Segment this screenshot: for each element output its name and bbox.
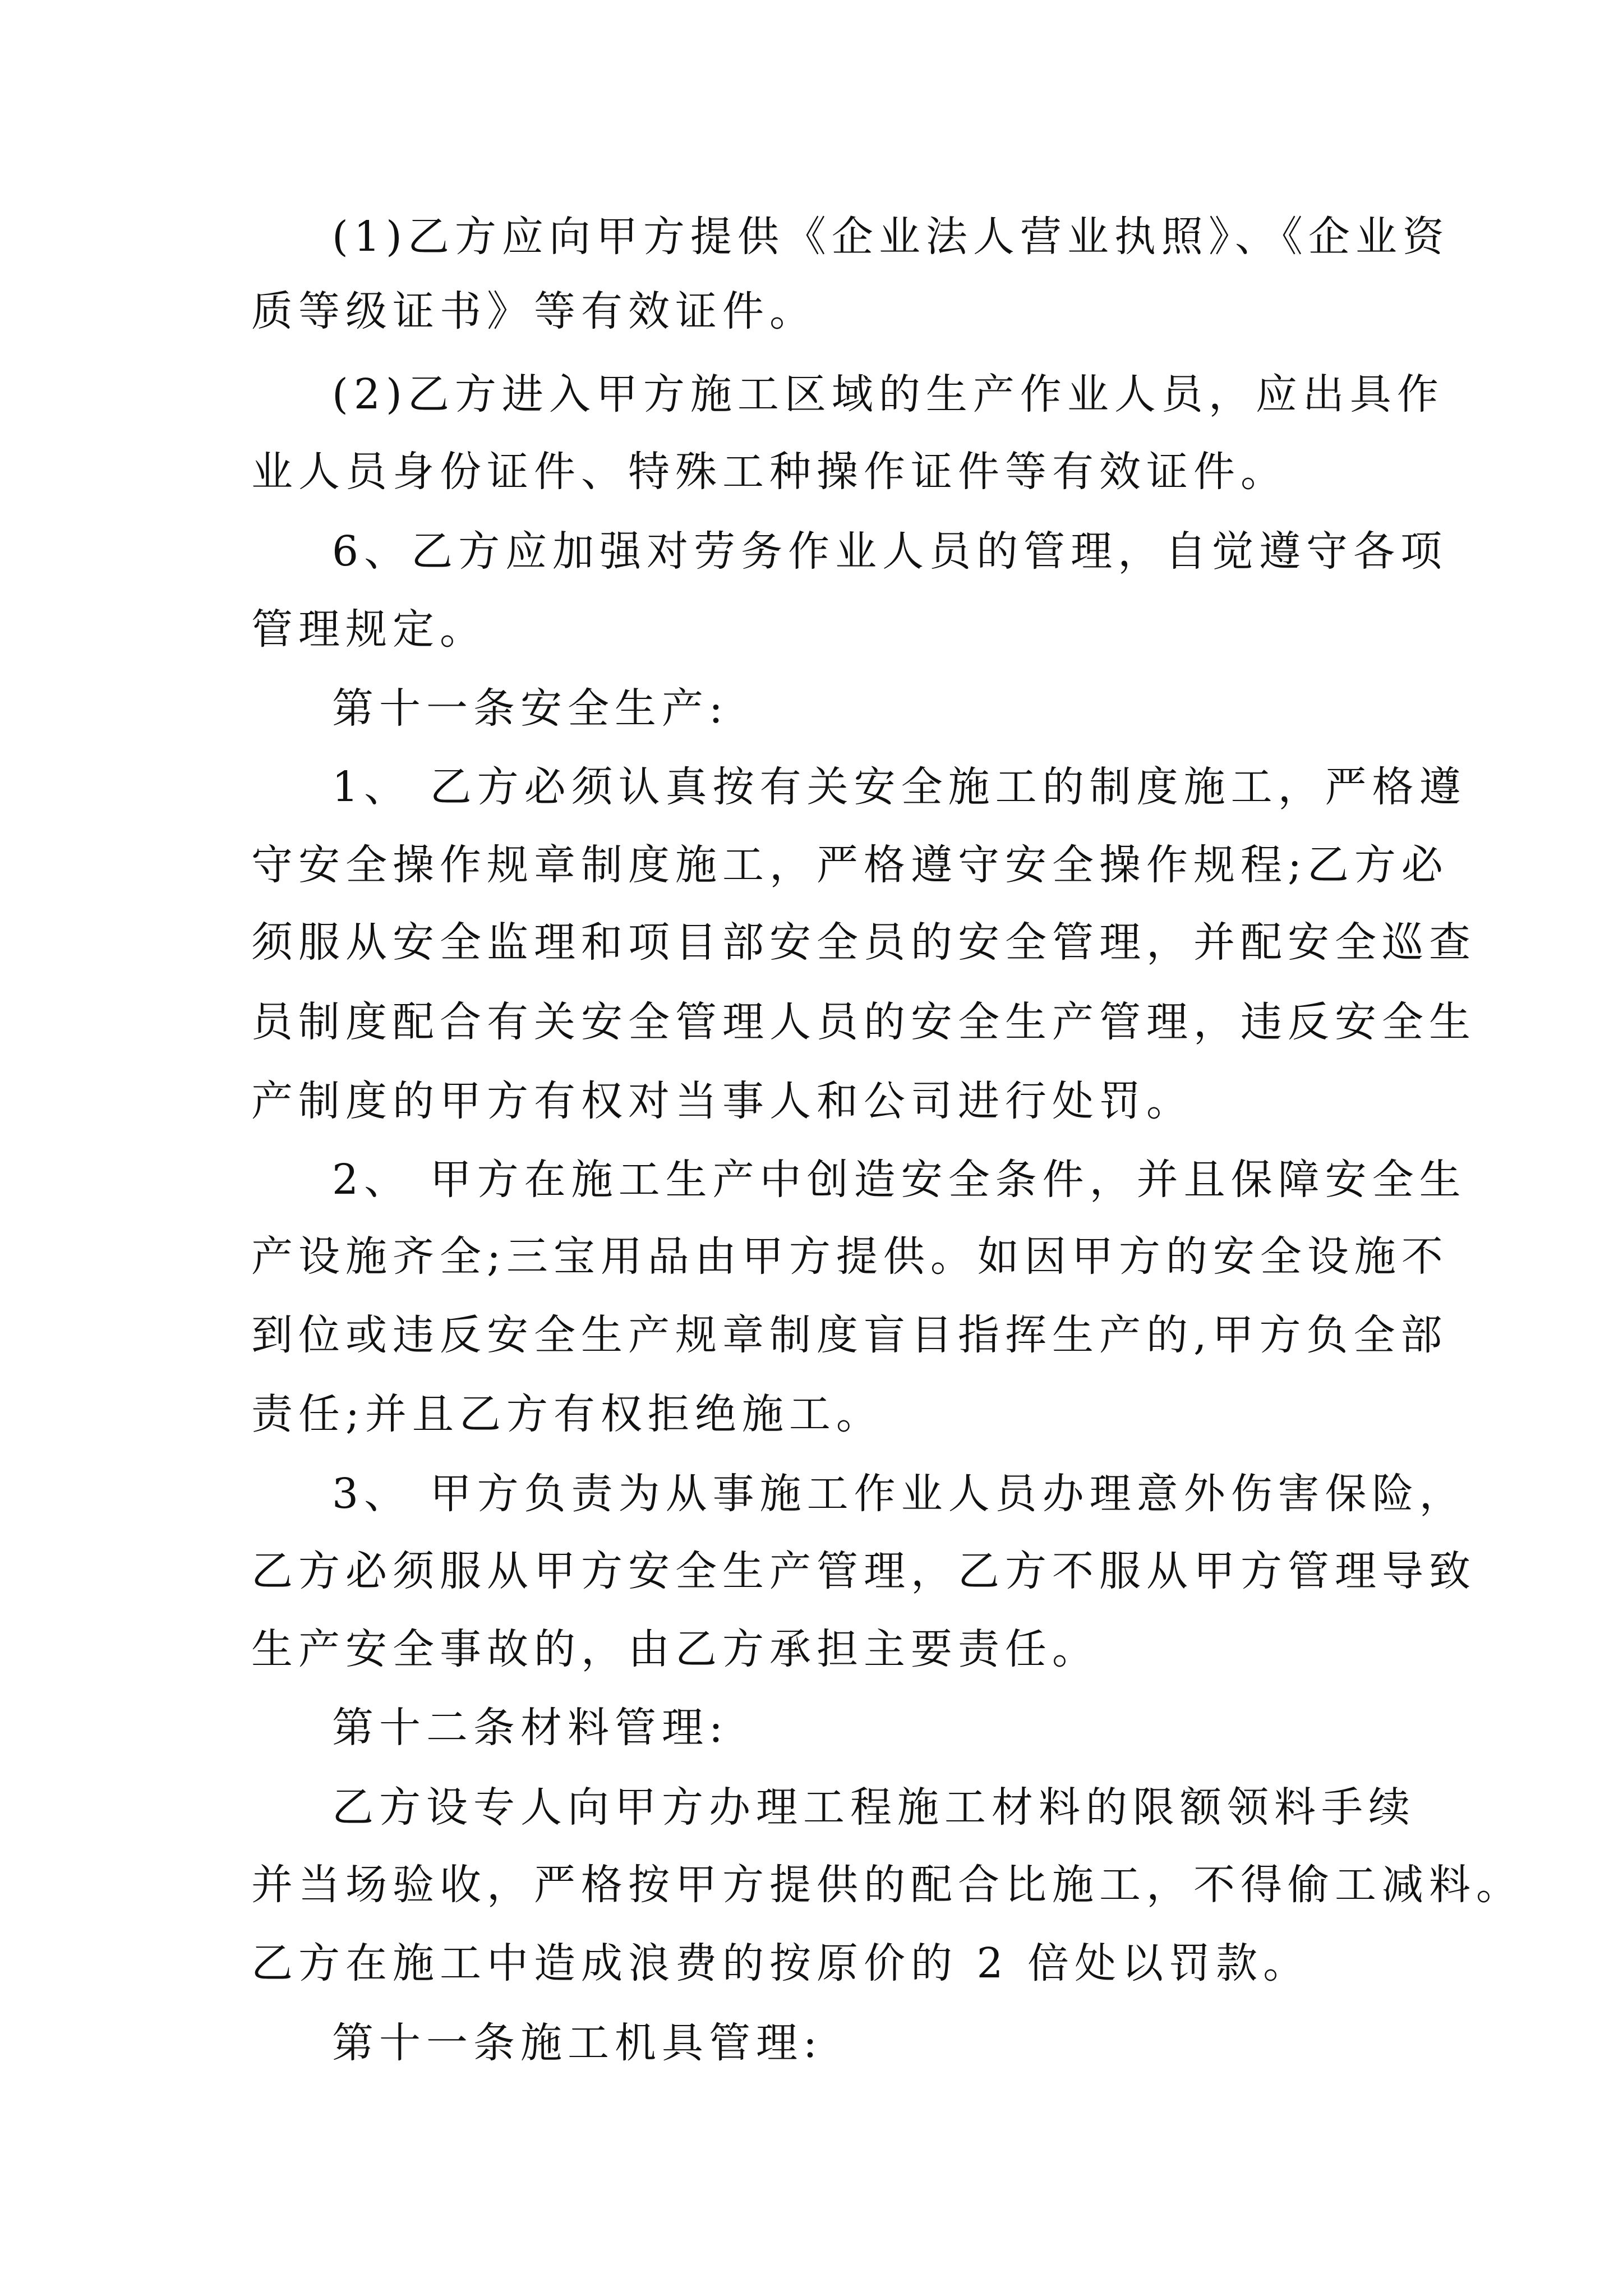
text-line: 乙方设专人向甲方办理工程施工材料的限额领料手续 — [332, 1783, 1415, 1832]
text-line: 2、 甲方在施工生产中创造安全条件，并且保障安全生 — [332, 1156, 1467, 1204]
text-line: 业人员身份证件、特殊工种操作证件等有效证件。 — [251, 448, 1288, 496]
text-line: 6、乙方应加强对劳务作业人员的管理，自觉遵守各项 — [332, 527, 1448, 576]
text-line: 乙方必须服从甲方安全生产管理，乙方不服从甲方管理导致 — [251, 1547, 1476, 1595]
text-line: 员制度配合有关安全管理人员的安全生产管理，违反安全生 — [251, 998, 1476, 1046]
text-line: 乙方在施工中造成浪费的按原价的 2 倍处以罚款。 — [251, 1939, 1311, 1987]
text-line: 质等级证书》等有效证件。 — [251, 287, 817, 335]
text-line: 第十一条施工机具管理: — [332, 2019, 823, 2067]
text-line: 守安全操作规章制度施工，严格遵守安全操作规程;乙方必 — [251, 841, 1449, 889]
text-line: 1、 乙方必须认真按有关安全施工的制度施工，严格遵 — [332, 763, 1467, 811]
text-line: (1)乙方应向甲方提供《企业法人营业执照》、《企业资 — [332, 213, 1450, 261]
text-line: 第十一条安全生产: — [332, 684, 728, 733]
text-line: 3、 甲方负责为从事施工作业人员办理意外伤害保险， — [332, 1470, 1467, 1518]
text-line: 责任;并且乙方有权拒绝施工。 — [251, 1390, 883, 1438]
text-line: 产制度的甲方有权对当事人和公司进行处罚。 — [251, 1077, 1193, 1125]
text-line: 生产安全事故的，由乙方承担主要责任。 — [251, 1625, 1099, 1673]
text-line: 管理规定。 — [251, 605, 487, 654]
text-line: (2)乙方进入甲方施工区域的生产作业人员，应出具作 — [332, 370, 1444, 418]
text-line: 须服从安全监理和项目部安全员的安全管理，并配安全巡查 — [251, 918, 1476, 967]
text-line: 第十二条材料管理: — [332, 1704, 728, 1752]
text-line: 产设施齐全;三宝用品由甲方提供。如因甲方的安全设施不 — [251, 1232, 1449, 1281]
text-line: 并当场验收，严格按甲方提供的配合比施工，不得偷工减料。 — [251, 1861, 1523, 1909]
text-line: 到位或违反安全生产规章制度盲目指挥生产的,甲方负全部 — [251, 1311, 1448, 1359]
